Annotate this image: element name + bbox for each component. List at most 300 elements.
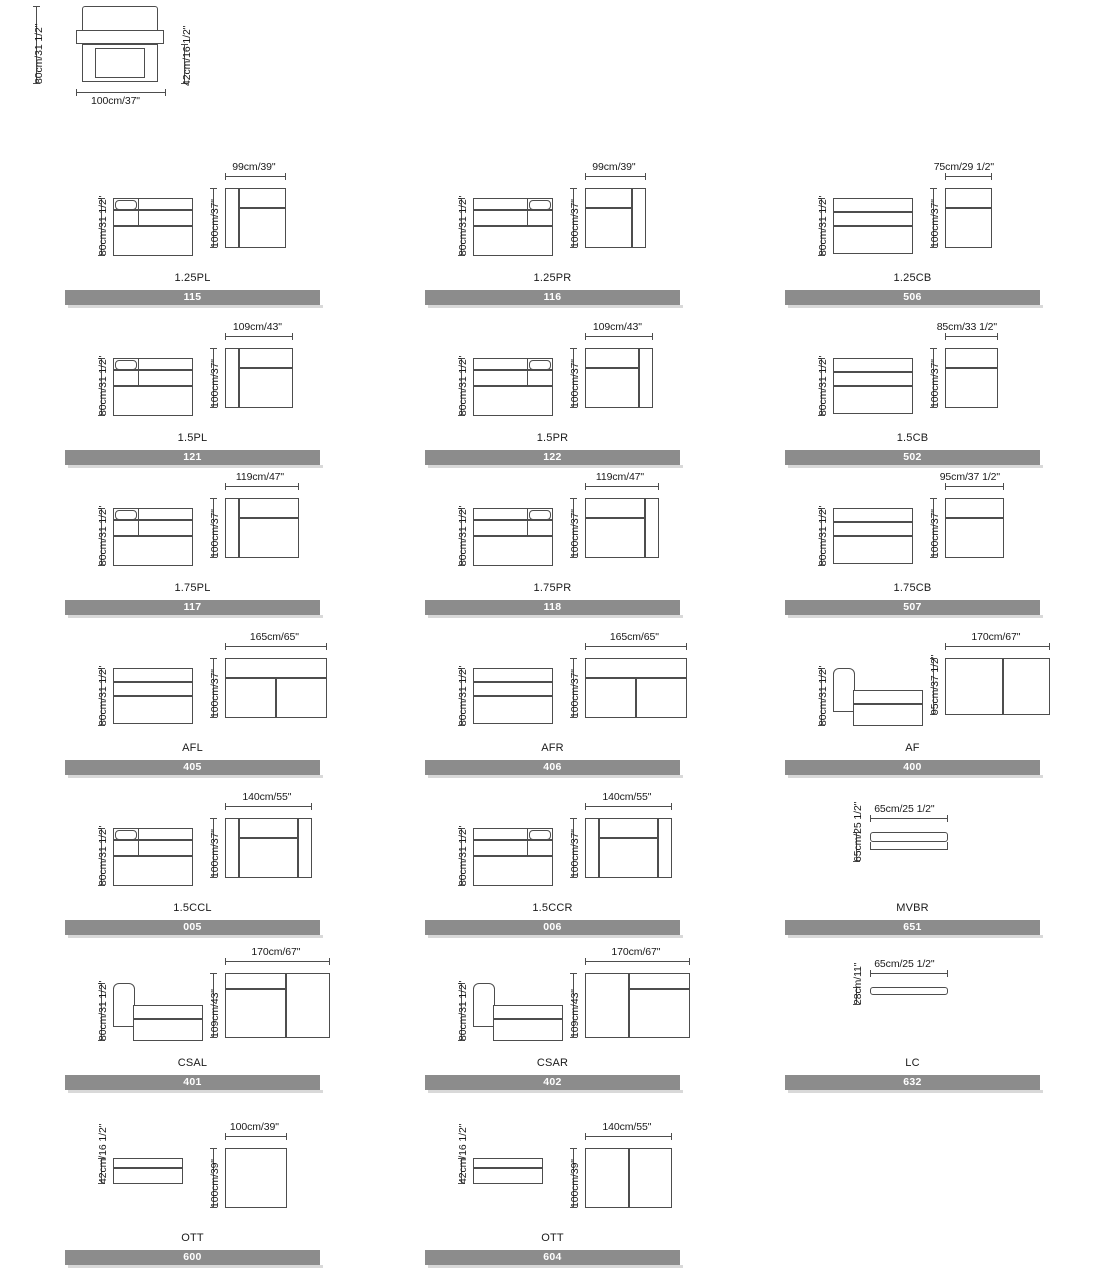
module-code-bar: 405 — [65, 760, 320, 775]
plan-arm — [585, 818, 599, 878]
side-ottoman-top — [473, 1158, 543, 1168]
module-name: AFL — [182, 742, 203, 754]
top-width-tick — [585, 803, 586, 810]
side-height-label: 80cm/31 1/2" — [457, 505, 469, 566]
plan-back — [629, 973, 690, 989]
code-bar-shadow — [428, 465, 683, 468]
side-height-label: 80cm/31 1/2" — [457, 195, 469, 256]
top-depth-label: 100cm/37" — [569, 359, 581, 408]
plan-ottoman-half — [585, 1148, 629, 1208]
top-width-tick — [991, 173, 992, 180]
module-name: 1.5CB — [896, 432, 929, 444]
side-height-label: 80cm/31 1/2" — [817, 505, 829, 566]
top-width-label: 99cm/39" — [232, 161, 276, 173]
plan-seat — [585, 518, 645, 558]
code-bar-shadow — [428, 935, 683, 938]
top-width-tick — [225, 958, 226, 965]
code-bar-shadow — [788, 775, 1043, 778]
top-depth-tick — [570, 348, 577, 349]
top-width-label: 65cm/25 1/2" — [874, 958, 935, 970]
plan-back — [945, 498, 1004, 518]
side-ottoman-base — [113, 1168, 183, 1184]
top-width-label: 165cm/65" — [609, 631, 659, 643]
top-depth-label: 100cm/37" — [569, 669, 581, 718]
top-depth-label: 100cm/39" — [569, 1159, 581, 1208]
top-width-line — [945, 486, 1004, 487]
side-height-label: 80cm/31 1/2" — [817, 195, 829, 256]
top-width-tick — [945, 643, 946, 650]
module-name: CSAL — [177, 1057, 208, 1069]
top-width-tick — [292, 333, 293, 340]
plan-seat — [945, 518, 1004, 558]
module-code-bar: 118 — [425, 600, 680, 615]
top-width-tick — [225, 483, 226, 490]
side-chaise-base — [493, 1019, 563, 1041]
side-base — [473, 536, 553, 566]
top-width-line — [870, 973, 948, 974]
plan-seat — [276, 678, 327, 718]
module-code-bar: 506 — [785, 290, 1040, 305]
plan-back — [585, 658, 687, 678]
side-backrest — [473, 668, 553, 682]
top-width-tick — [585, 958, 586, 965]
legend-tick — [76, 89, 77, 96]
plan-seat — [239, 368, 293, 408]
side-base — [473, 386, 553, 416]
plan-back — [225, 658, 327, 678]
side-base — [113, 856, 193, 886]
side-table-top — [870, 832, 948, 842]
plan-back — [599, 818, 658, 838]
side-seat — [833, 372, 913, 386]
top-depth-label: 95cm/37 1/2" — [929, 654, 941, 715]
side-chaise-seat — [493, 1005, 563, 1019]
top-width-tick — [585, 483, 586, 490]
top-width-tick — [225, 1133, 226, 1140]
plan-seat — [225, 678, 276, 718]
module-code-bar: 116 — [425, 290, 680, 305]
top-width-line — [585, 486, 659, 487]
top-depth-tick — [930, 348, 937, 349]
side-arm — [113, 828, 139, 856]
top-width-tick — [997, 333, 998, 340]
side-base — [833, 536, 913, 564]
module-code-bar: 632 — [785, 1075, 1040, 1090]
top-width-line — [585, 806, 672, 807]
top-width-label: 109cm/43" — [232, 321, 282, 333]
plan-arm — [639, 348, 653, 408]
module-code-bar: 006 — [425, 920, 680, 935]
top-width-tick — [652, 333, 653, 340]
code-bar-shadow — [68, 1265, 323, 1268]
side-table-apron — [870, 842, 948, 850]
side-chaise-base — [853, 704, 923, 726]
plan-seat — [945, 368, 998, 408]
plan-back — [585, 498, 645, 518]
top-depth-tick — [210, 658, 217, 659]
top-width-tick — [658, 483, 659, 490]
plan-back — [945, 348, 998, 368]
plan-seat — [585, 208, 632, 248]
module-code-bar: 604 — [425, 1250, 680, 1265]
legend-width-line — [76, 92, 166, 93]
legend-seat — [76, 30, 164, 44]
side-arm — [113, 508, 139, 536]
top-width-label: 95cm/37 1/2" — [939, 471, 1001, 483]
top-width-tick — [298, 483, 299, 490]
code-bar-shadow — [428, 775, 683, 778]
plan-chaise — [585, 973, 629, 1038]
top-width-tick — [947, 815, 948, 822]
code-bar-shadow — [68, 775, 323, 778]
top-width-tick — [870, 815, 871, 822]
module-name: 1.75CB — [893, 582, 932, 594]
module-code-bar: 117 — [65, 600, 320, 615]
top-depth-label: 100cm/37" — [209, 509, 221, 558]
side-seat — [833, 212, 913, 226]
top-depth-tick — [570, 1148, 577, 1149]
plan-back — [585, 188, 632, 208]
side-height-label: 80cm/31 1/2" — [97, 355, 109, 416]
module-code-bar: 402 — [425, 1075, 680, 1090]
top-width-label: 140cm/55" — [602, 791, 652, 803]
module-code-bar: 121 — [65, 450, 320, 465]
side-base — [473, 856, 553, 886]
top-depth-label: 100cm/37" — [929, 199, 941, 248]
legend-tick — [165, 89, 166, 96]
top-width-line — [585, 336, 653, 337]
side-lowtable-top — [870, 987, 948, 995]
plan-back — [239, 818, 298, 838]
plan-chaise-seat — [1003, 658, 1050, 715]
top-width-line — [945, 176, 992, 177]
module-name: AF — [905, 742, 920, 754]
top-width-label: 75cm/29 1/2" — [933, 161, 995, 173]
side-height-label: 80cm/31 1/2" — [97, 825, 109, 886]
plan-arm — [225, 188, 239, 248]
module-code-bar: 005 — [65, 920, 320, 935]
side-height-label: 80cm/31 1/2" — [97, 195, 109, 256]
side-height-label: 42cm/16 1/2" — [457, 1123, 469, 1184]
side-base — [113, 536, 193, 566]
plan-back — [585, 348, 639, 368]
top-depth-label: 100cm/37" — [569, 829, 581, 878]
plan-seat — [585, 678, 636, 718]
plan-seat — [945, 208, 992, 248]
plan-arm — [225, 348, 239, 408]
top-width-tick — [326, 643, 327, 650]
legend-width-label: 100cm/37" — [91, 95, 140, 107]
plan-chaise — [286, 973, 330, 1038]
top-depth-tick — [570, 818, 577, 819]
plan-arm — [658, 818, 672, 878]
code-bar-shadow — [428, 615, 683, 618]
side-arm — [113, 198, 139, 226]
top-width-label: 170cm/67" — [971, 631, 1021, 643]
top-width-tick — [585, 1133, 586, 1140]
code-bar-shadow — [788, 615, 1043, 618]
side-base — [473, 226, 553, 256]
top-width-tick — [285, 173, 286, 180]
top-depth-tick — [570, 498, 577, 499]
module-code-bar: 507 — [785, 600, 1040, 615]
top-depth-tick — [210, 188, 217, 189]
top-width-tick — [585, 333, 586, 340]
side-height-label: 80cm/31 1/2" — [457, 665, 469, 726]
top-width-tick — [286, 1133, 287, 1140]
top-width-tick — [945, 483, 946, 490]
side-base — [473, 696, 553, 724]
top-depth-label: 100cm/37" — [209, 359, 221, 408]
side-height-label: 42cm/16 1/2" — [97, 1123, 109, 1184]
top-depth-tick — [570, 188, 577, 189]
module-name: 1.75PR — [533, 582, 572, 594]
top-width-label: 170cm/67" — [611, 946, 661, 958]
top-width-line — [585, 646, 687, 647]
top-depth-label: 100cm/37" — [929, 509, 941, 558]
side-chaise-seat — [133, 1005, 203, 1019]
top-width-tick — [947, 970, 948, 977]
plan-seat — [225, 989, 286, 1038]
top-width-label: 119cm/47" — [235, 471, 285, 483]
top-depth-label: 100cm/37" — [929, 359, 941, 408]
module-code-bar: 651 — [785, 920, 1040, 935]
side-height-label: 80cm/31 1/2" — [457, 825, 469, 886]
top-width-tick — [671, 803, 672, 810]
side-height-label: 80cm/31 1/2" — [817, 665, 829, 726]
module-name: 1.25PR — [533, 272, 572, 284]
legend-height-label: 80cm/31 1/2" — [33, 23, 45, 84]
module-code-bar: 122 — [425, 450, 680, 465]
plan-chaise-seat — [945, 658, 1003, 715]
top-depth-label: 100cm/39" — [209, 1159, 221, 1208]
top-width-line — [225, 1136, 287, 1137]
top-width-tick — [1003, 483, 1004, 490]
top-width-label: 85cm/33 1/2" — [936, 321, 998, 333]
plan-seat — [585, 368, 639, 408]
top-depth-tick — [570, 658, 577, 659]
code-bar-shadow — [788, 1090, 1043, 1093]
top-depth-tick — [570, 973, 577, 974]
top-depth-tick — [210, 1148, 217, 1149]
top-depth-label: 109cm/43" — [209, 989, 221, 1038]
top-width-line — [225, 961, 330, 962]
side-backrest — [473, 983, 495, 1027]
top-width-label: 65cm/25 1/2" — [874, 803, 935, 815]
side-backrest — [113, 983, 135, 1027]
code-bar-shadow — [68, 615, 323, 618]
top-width-label: 100cm/39" — [229, 1121, 279, 1133]
module-name: 1.75PL — [174, 582, 211, 594]
side-arm — [527, 508, 553, 536]
top-width-tick — [686, 643, 687, 650]
top-width-line — [585, 961, 690, 962]
plan-seat — [629, 989, 690, 1038]
side-backrest — [833, 198, 913, 212]
side-height-label: 80cm/31 1/2" — [97, 505, 109, 566]
side-backrest — [833, 668, 855, 712]
side-height-label: 80cm/31 1/2" — [97, 980, 109, 1041]
module-name: 1.5CCR — [532, 902, 573, 914]
code-bar-shadow — [68, 305, 323, 308]
module-code-bar: 600 — [65, 1250, 320, 1265]
plan-seat — [239, 838, 298, 878]
side-arm — [527, 358, 553, 386]
top-width-tick — [945, 333, 946, 340]
top-width-line — [225, 646, 327, 647]
top-depth-label: 109cm/43" — [569, 989, 581, 1038]
module-name: AFR — [541, 742, 564, 754]
top-width-line — [585, 176, 646, 177]
side-seat — [473, 682, 553, 696]
code-bar-shadow — [428, 1265, 683, 1268]
code-bar-shadow — [788, 305, 1043, 308]
top-depth-label: 100cm/37" — [209, 199, 221, 248]
top-depth-label: 100cm/37" — [209, 669, 221, 718]
module-name: CSAR — [536, 1057, 569, 1069]
plan-outline — [225, 1148, 287, 1208]
top-width-tick — [225, 333, 226, 340]
top-width-tick — [311, 803, 312, 810]
side-height-label: 80cm/31 1/2" — [457, 980, 469, 1041]
plan-seat — [239, 208, 286, 248]
top-width-line — [945, 336, 998, 337]
code-bar-shadow — [68, 465, 323, 468]
code-bar-shadow — [428, 1090, 683, 1093]
top-width-tick — [645, 173, 646, 180]
side-arm — [527, 198, 553, 226]
side-height-label: 80cm/31 1/2" — [97, 665, 109, 726]
top-width-line — [225, 336, 293, 337]
top-width-tick — [329, 958, 330, 965]
side-backrest — [833, 358, 913, 372]
top-width-line — [225, 486, 299, 487]
top-width-tick — [225, 173, 226, 180]
top-width-line — [870, 818, 948, 819]
side-chaise-base — [133, 1019, 203, 1041]
side-seat — [113, 682, 193, 696]
side-backrest — [113, 668, 193, 682]
plan-back — [239, 348, 293, 368]
top-width-line — [945, 646, 1050, 647]
side-base — [833, 386, 913, 414]
top-depth-tick — [210, 498, 217, 499]
plan-ottoman-half — [629, 1148, 672, 1208]
code-bar-shadow — [788, 935, 1043, 938]
plan-back — [945, 188, 992, 208]
top-width-label: 119cm/47" — [595, 471, 645, 483]
side-ottoman-top — [113, 1158, 183, 1168]
plan-arm — [225, 498, 239, 558]
top-depth-tick — [930, 188, 937, 189]
side-height-label: 80cm/31 1/2" — [457, 355, 469, 416]
plan-seat — [636, 678, 687, 718]
plan-seat — [599, 838, 658, 878]
module-name: 1.5CCL — [173, 902, 212, 914]
top-depth-tick — [210, 348, 217, 349]
module-name: OTT — [181, 1232, 204, 1244]
top-depth-tick — [930, 498, 937, 499]
top-width-tick — [585, 643, 586, 650]
side-arm — [527, 828, 553, 856]
top-width-label: 140cm/55" — [242, 791, 292, 803]
top-depth-label: 100cm/37" — [569, 509, 581, 558]
code-bar-shadow — [428, 305, 683, 308]
top-width-label: 140cm/55" — [602, 1121, 652, 1133]
module-name: OTT — [541, 1232, 564, 1244]
top-width-line — [225, 176, 286, 177]
top-depth-label: 100cm/37" — [209, 829, 221, 878]
plan-seat — [239, 518, 299, 558]
legend-tick — [33, 6, 40, 7]
side-seat — [833, 522, 913, 536]
top-depth-tick — [210, 818, 217, 819]
code-bar-shadow — [68, 1090, 323, 1093]
side-base — [113, 386, 193, 416]
top-width-line — [585, 1136, 672, 1137]
module-code-bar: 406 — [425, 760, 680, 775]
module-code-bar: 502 — [785, 450, 1040, 465]
plan-back — [239, 188, 286, 208]
top-width-tick — [585, 173, 586, 180]
module-code-bar: 401 — [65, 1075, 320, 1090]
side-height-label: 80cm/31 1/2" — [817, 355, 829, 416]
plan-arm — [632, 188, 646, 248]
top-width-tick — [225, 803, 226, 810]
module-name: 1.25CB — [893, 272, 932, 284]
top-width-tick — [671, 1133, 672, 1140]
module-name: 1.5PL — [177, 432, 208, 444]
code-bar-shadow — [68, 935, 323, 938]
top-width-label: 170cm/67" — [251, 946, 301, 958]
side-ottoman-base — [473, 1168, 543, 1184]
top-width-line — [225, 806, 312, 807]
side-chaise-seat — [853, 690, 923, 704]
side-height-label: 65cm/25 1/2" — [852, 801, 864, 862]
side-backrest — [833, 508, 913, 522]
module-name: 1.25PL — [174, 272, 211, 284]
top-width-tick — [945, 173, 946, 180]
code-bar-shadow — [788, 465, 1043, 468]
top-width-label: 99cm/39" — [592, 161, 636, 173]
module-code-bar: 400 — [785, 760, 1040, 775]
plan-arm — [645, 498, 659, 558]
top-width-label: 109cm/43" — [592, 321, 642, 333]
module-name: 1.5PR — [536, 432, 569, 444]
top-width-tick — [1049, 643, 1050, 650]
legend-seat-label: 42cm/16 1/2" — [181, 25, 193, 86]
top-depth-tick — [210, 973, 217, 974]
module-code-bar: 115 — [65, 290, 320, 305]
top-width-tick — [870, 970, 871, 977]
top-width-tick — [689, 958, 690, 965]
plan-back — [239, 498, 299, 518]
module-name: LC — [905, 1057, 920, 1069]
side-arm — [113, 358, 139, 386]
top-width-tick — [225, 643, 226, 650]
plan-arm — [298, 818, 312, 878]
side-base — [113, 226, 193, 256]
legend-base-inner — [95, 48, 145, 78]
top-depth-label: 100cm/37" — [569, 199, 581, 248]
top-width-label: 165cm/65" — [249, 631, 299, 643]
side-base — [833, 226, 913, 254]
side-base — [113, 696, 193, 724]
plan-arm — [225, 818, 239, 878]
module-name: MVBR — [896, 902, 929, 914]
side-height-label: 28cm/11" — [852, 962, 864, 1005]
plan-back — [225, 973, 286, 989]
